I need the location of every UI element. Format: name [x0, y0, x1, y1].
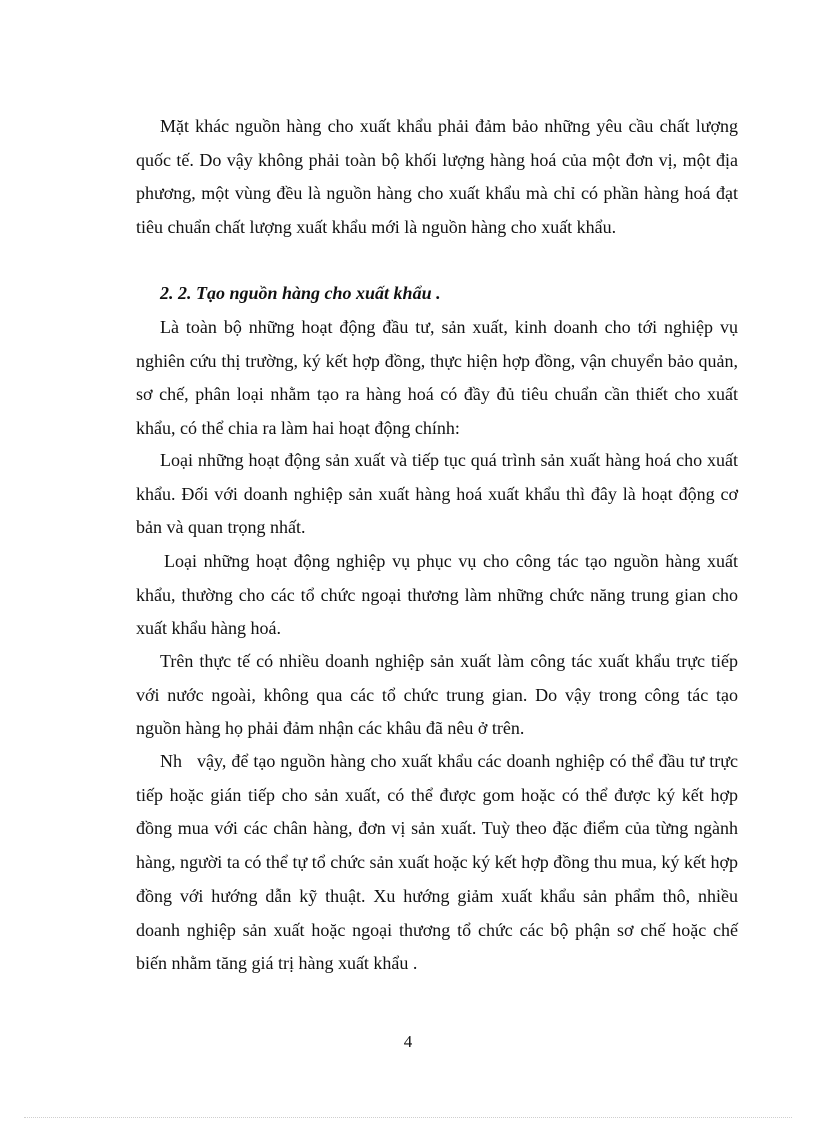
paragraph-production-activities: Loại những hoạt động sản xuất và tiếp tục quá trình sản xuất hàng hoá cho xuất khẩu. Đối với doanh nghiệp sản xuất hàng hoá xuất khẩu thì đây là hoạt động cơ bản và quan trọng nhất.: [136, 450, 738, 538]
paragraph-source-quality: Mặt khác nguồn hàng cho xuất khẩu phải đảm bảo những yêu cầu chất lượng quốc tế. Do vậy không phải toàn bộ khối lượng hàng hoá của một đơn vị, một địa phương, một vùng đều là nguồn hàng cho xuất khẩu mà chỉ có phần hàng hoá đạt tiêu chuẩn chất lượng xuất khẩu mới là nguồn hàng cho xuất khẩu.: [136, 116, 738, 238]
paragraph-direct-export: Trên thực tế có nhiều doanh nghiệp sản xuất làm công tác xuất khẩu trực tiếp với nước ngoài, không qua các tổ chức trung gian. Do vậy trong công tác tạo nguồn hàng họ phải đảm nhận các khâu đã nêu ở trên.: [136, 651, 738, 739]
section-heading: 2. 2. Tạo nguồn hàng cho xuất khẩu .: [160, 283, 441, 303]
paragraph-service-activities: Loại những hoạt động nghiệp vụ phục vụ cho công tác tạo nguồn hàng xuất khẩu, thường cho các tổ chức ngoại thương làm những chức năng trung gian cho xuất khẩu hàng hoá.: [136, 551, 738, 639]
page-number: 4: [403, 1032, 413, 1051]
footer-divider: [24, 1117, 792, 1118]
paragraph-summary: Nh vậy, để tạo nguồn hàng cho xuất khẩu các doanh nghiệp có thể đầu tư trực tiếp hoặc gián tiếp cho sản xuất, có thể được gom hoặc có thể được ký kết hợp đồng mua với các chân hàng, đơn vị sản xuất. Tuỳ theo đặc điểm của từng ngành hàng, người ta có thể tự tổ chức sản xuất hoặc ký kết hợp đồng thu mua, ký kết hợp đồng với hướng dẫn kỹ thuật. Xu hướng giảm xuất khẩu sản phẩm thô, nhiều doanh nghiệp sản xuất hoặc ngoại thương tổ chức các bộ phận sơ chế hoặc chế biến nhằm tăng giá trị hàng xuất khẩu .: [136, 751, 743, 974]
paragraph-definition: Là toàn bộ những hoạt động đầu tư, sản xuất, kinh doanh cho tới nghiệp vụ nghiên cứu thị trường, ký kết hợp đồng, thực hiện hợp đồng, vận chuyển bảo quản, sơ chế, phân loại nhằm tạo ra hàng hoá có đầy đủ tiêu chuẩn cần thiết cho xuất khẩu, có thể chia ra làm hai hoạt động chính:: [136, 317, 738, 439]
